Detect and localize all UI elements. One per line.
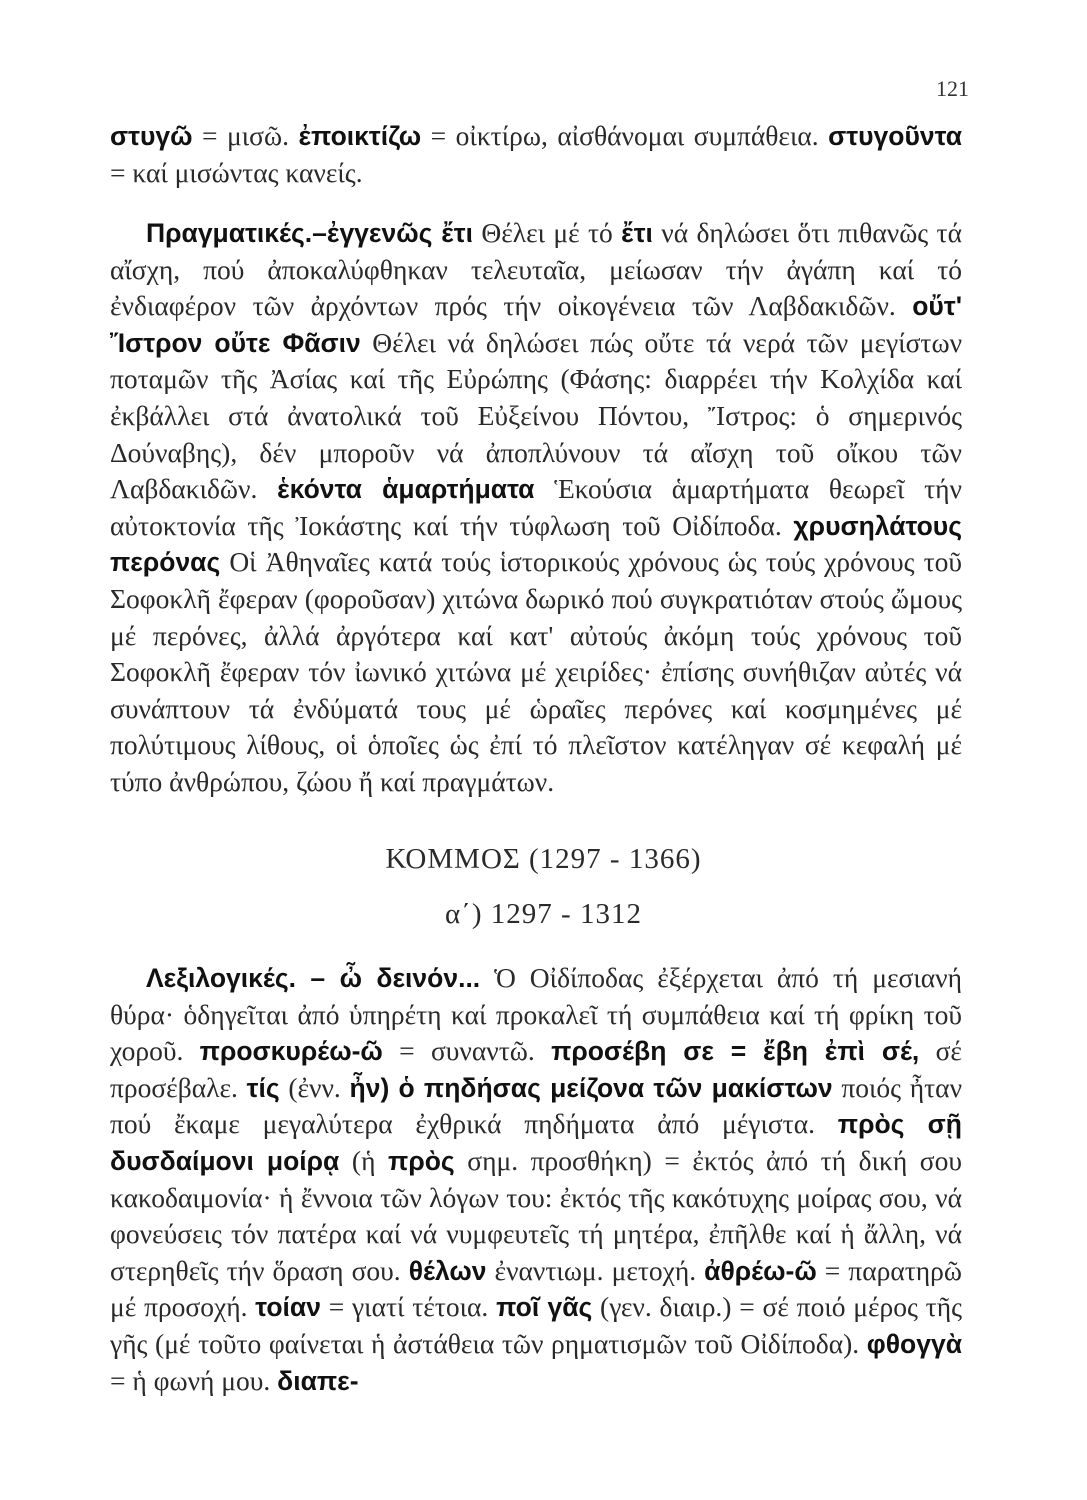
gloss: ἐναντιωμ. μετοχή. bbox=[486, 1254, 705, 1286]
term: ἀθρέω-ῶ bbox=[704, 1255, 817, 1286]
term: στυγοῦντα bbox=[828, 121, 962, 151]
gloss: Θέλει μέ τό bbox=[473, 217, 622, 248]
term: φθογγὰ bbox=[866, 1328, 962, 1359]
gloss: = συναντῶ. bbox=[382, 1035, 552, 1067]
gloss: ποιός ἦταν πού ἔκαμε μεγαλύτερα ἐχθρικά πηδήματα ἀπό μέγιστα. bbox=[110, 1071, 963, 1140]
term: ἔτι bbox=[621, 218, 653, 248]
subsection-heading: α΄) 1297 - 1312 bbox=[445, 898, 642, 930]
term: προσέβη σε = ἔβη ἐπὶ σέ, bbox=[551, 1036, 920, 1067]
term: ἑκόντα ἁμαρτήματα bbox=[277, 474, 535, 505]
term: θέλων bbox=[408, 1255, 487, 1286]
term: πρὸς bbox=[388, 1145, 455, 1176]
gloss: Θέλει νά δηλώσει πώς οὔτε τά νερά τῶν μεγίστων ποταμῶν τῆς Ἀσίας καί τῆς Εὐρώπης (Φάσης: διαρρέει τήν Κολχίδα καί ἐκβάλλει στά ἀνατολικά τοῦ Εὐξείνου Πόντου, Ἴστρος: ὁ σημερινός Δούναβης), δέν μποροῦν νά ἀποπλύνουν τά αἴσχη τοῦ οἴκου τῶν Λαβδακιδῶν. bbox=[110, 326, 962, 505]
gloss: σέ προσέβαλε. bbox=[110, 1035, 962, 1103]
gloss: Ὁ Οἰδίποδας ἐξέρχεται ἀπό τή μεσιανή θύρα· ὁδηγεῖται ἀπό ὑπηρέτη καί προκαλεῖ τή συμπάθεια καί τή φρίκη τοῦ χοροῦ. bbox=[110, 962, 962, 1067]
section-heading: ΚΟΜΜΟΣ (1297 - 1366) bbox=[385, 843, 702, 875]
gloss: Οἱ Ἀθηναῖες κατά τούς ἱστορικούς χρόνους ὡς τούς χρόνους τοῦ Σοφοκλῆ ἔφεραν (φοροῦσαν) χιτώνα δωρικό πού συγκρατιόταν στούς ὤμους μέ περόνες, ἀλλά ἀργότερα καί κατ' αὐτούς ἀκόμη τούς χρόνους τοῦ Σοφοκλῆ ἔφεραν τόν ἰωνικό χιτώνα μέ χειρίδες· ἐπίσης συνήθιζαν αὐτές νά συνάπτουν τά ἐνδύματά τους μέ ὡραῖες περόνες καί κοσμημένες μέ πολύτιμους λίθους, οἱ ὁποῖες ὡς ἐπί τό πλεῖστον κατέληγαν σέ κεφαλή μέ τύπο ἀνθρώπου, ζώου ἤ καί πραγμάτων. bbox=[110, 546, 962, 797]
page-number: 121 bbox=[936, 76, 969, 101]
paragraph-factual-notes bbox=[110, 215, 962, 801]
gloss: = καί μισώντας κανείς. bbox=[110, 156, 363, 188]
gloss: = παρατηρῶ μέ προσοχή. bbox=[110, 1254, 962, 1323]
term: ἐποικτίζω bbox=[298, 121, 422, 151]
gloss: = μισῶ. bbox=[192, 120, 299, 151]
term: τοίαν bbox=[255, 1292, 321, 1323]
term: προσκυρέω-ῶ bbox=[199, 1036, 383, 1067]
term: χρυσηλάτους περόνας bbox=[110, 510, 962, 578]
term: διαπε- bbox=[277, 1365, 359, 1396]
term: οὔτ' Ἴστρον οὔτε Φᾶσιν bbox=[110, 291, 962, 358]
gloss: = ἡ φωνή μου. bbox=[110, 1364, 278, 1396]
term: ἦν) ὁ πηδήσας μείζονα τῶν μακίστων bbox=[349, 1072, 833, 1103]
gloss: νά δηλώσει ὅτι πιθανῶς τά αἴσχη, πού ἀποκαλύφθηκαν τελευταῖα, μείωσαν τήν ἀγάπη καί τό ἐνδιαφέρον τῶν ἀρχόντων πρός τήν οἰκογένεια τῶν Λαβδακιδῶν. bbox=[110, 217, 962, 322]
gloss: (γεν. διαιρ.) = σέ ποιό μέρος τῆς γῆς (μέ τοῦτο φαίνεται ἡ ἀστάθεια τῶν ρηματισμῶν τοῦ Οἰδίποδα). bbox=[110, 1291, 963, 1359]
gloss: = οἰκτίρω, αἰσθάνομαι συμπάθεια. bbox=[421, 120, 829, 151]
gloss: (ἡ bbox=[339, 1144, 389, 1176]
term: Πραγματικές.–ἐγγενῶς ἔτι bbox=[146, 218, 473, 248]
term: τίς bbox=[246, 1072, 280, 1103]
term: ποῖ γᾶς bbox=[496, 1292, 593, 1323]
gloss: (ἐνν. bbox=[279, 1071, 350, 1103]
term: πρὸς σῇ δυσδαίμονι μοίρᾳ bbox=[110, 1109, 962, 1176]
gloss: σημ. προσθήκη) = ἐκτός ἀπό τή δική σου κακοδαιμονία· ἡ ἔννοια τῶν λόγων του: ἐκτός τῆς κακότυχης μοίρας σου, νά φονεύσεις τόν πατέρα καί νά νυμφευτεῖς τή μητέρα, ἐπῆλθε καί ἡ ἄλλη, νά στερηθεῖς τήν ὅραση σου. bbox=[110, 1144, 962, 1286]
gloss: Ἑκούσια ἁμαρτήματα θεωρεῖ τήν αὐτοκτονία τῆς Ἰοκάστης καί τήν τύφλωση τοῦ Οἰδίποδα. bbox=[110, 473, 962, 541]
term: στυγῶ bbox=[110, 121, 193, 151]
gloss: = γιατί τέτοια. bbox=[320, 1291, 497, 1323]
term: Λεξιλογικές. – ὦ δεινόν... bbox=[146, 963, 481, 993]
paragraph-lexical-notes bbox=[110, 960, 962, 1399]
paragraph-glossary-intro bbox=[110, 118, 962, 191]
